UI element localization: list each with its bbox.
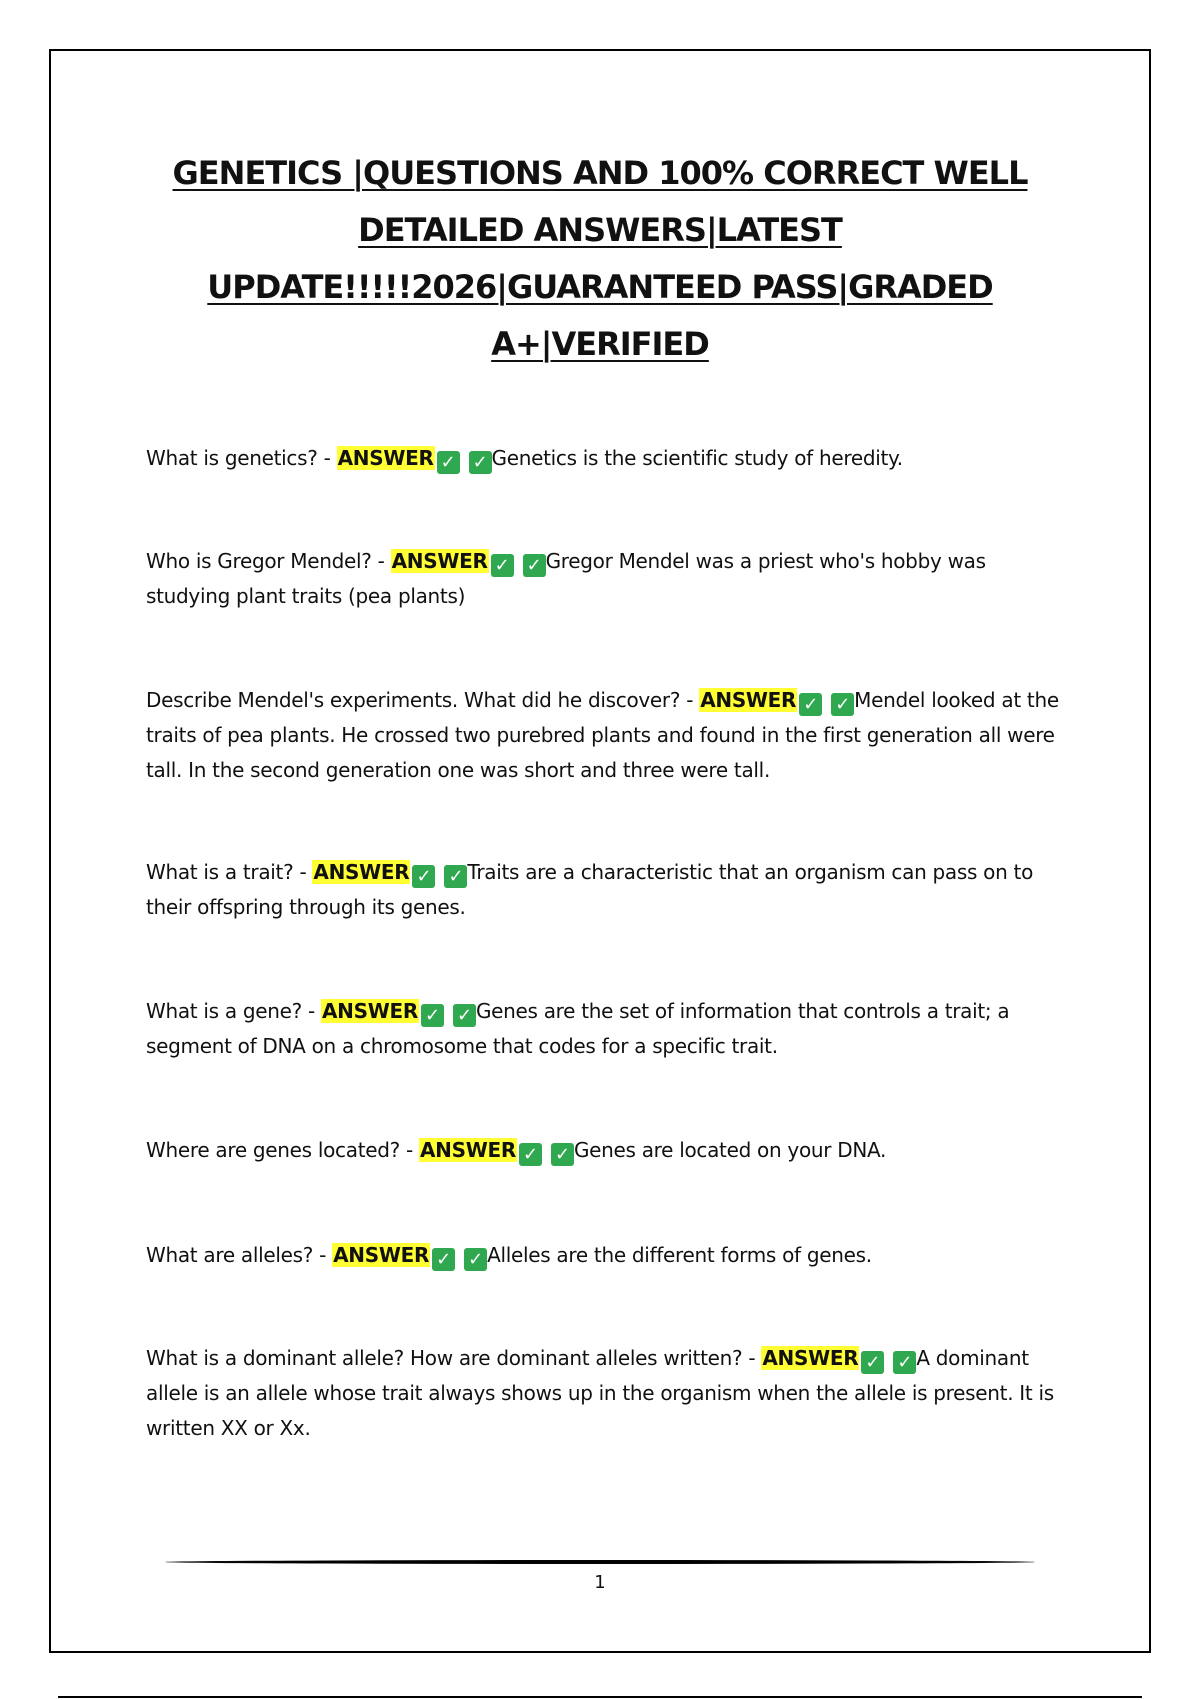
check-mark-icon: ✓ [799, 693, 822, 716]
document-title [150, 145, 1050, 373]
qa-item [146, 544, 1066, 614]
question-text: Describe Mendel's experiments. What did he discover? - [146, 688, 700, 712]
answer-text: Gregor Mendel was a priest who's hobby was studying plant traits (pea plants) [146, 549, 986, 608]
check-mark-icon: ✓ [444, 865, 467, 888]
title-line: GENETICS |QUESTIONS AND 100% CORRECT WELL [172, 154, 1028, 192]
question-text: Where are genes located? - [146, 1138, 419, 1162]
answer-text: Genetics is the scientific study of heredity. [491, 446, 903, 470]
check-mark-icon: ✓ [412, 865, 435, 888]
qa-item [146, 683, 1066, 788]
question-text: What is a trait? - [146, 860, 313, 884]
check-mark-icon: ✓ [831, 693, 854, 716]
check-mark-icon: ✓ [469, 451, 492, 474]
title-line: DETAILED ANSWERS|LATEST [358, 211, 842, 249]
check-mark-icon: ✓ [523, 554, 546, 577]
page-number: 1 [594, 1572, 606, 1593]
title-line: UPDATE!!!!!2026|GUARANTEED PASS|GRADED [207, 268, 993, 306]
check-mark-icon: ✓ [491, 554, 514, 577]
check-mark-icon: ✓ [519, 1143, 542, 1166]
qa-item [146, 1133, 1066, 1168]
answer-label: ANSWER [762, 1346, 859, 1370]
check-mark-icon: ✓ [432, 1248, 455, 1271]
answer-text: Alleles are the different forms of genes. [487, 1243, 872, 1267]
answer-label: ANSWER [321, 999, 418, 1023]
question-text: What is a dominant allele? How are dominant alleles written? - [146, 1346, 762, 1370]
qa-item [146, 1238, 1066, 1273]
question-text: What is a gene? - [146, 999, 321, 1023]
check-mark-icon: ✓ [453, 1004, 476, 1027]
answer-text: Traits are a characteristic that an organism can pass on to their offspring through its genes. [146, 860, 1034, 919]
qa-item [146, 994, 1066, 1064]
title-line: A+|VERIFIED [491, 325, 709, 363]
answer-label: ANSWER [420, 1138, 516, 1162]
answer-label: ANSWER [337, 446, 434, 470]
qa-item [146, 1341, 1066, 1446]
check-mark-icon: ✓ [437, 451, 460, 474]
question-text: What are alleles? - [146, 1243, 333, 1267]
check-mark-icon: ✓ [861, 1351, 884, 1374]
question-text: Who is Gregor Mendel? - [146, 549, 391, 573]
check-mark-icon: ✓ [421, 1004, 444, 1027]
answer-text: Genes are the set of information that controls a trait; a segment of DNA on a chromosome that codes for a specific trait. [146, 999, 1010, 1058]
check-mark-icon: ✓ [551, 1143, 574, 1166]
answer-label: ANSWER [333, 1243, 430, 1267]
check-mark-icon: ✓ [464, 1248, 487, 1271]
qa-item [146, 441, 1066, 476]
qa-item [146, 855, 1066, 925]
answer-text: Genes are located on your DNA. [573, 1138, 887, 1162]
answer-label: ANSWER [313, 860, 410, 884]
question-text: What is genetics? - [146, 446, 337, 470]
bottom-divider [58, 1696, 1142, 1698]
answer-text: Mendel looked at the traits of pea plants. He crossed two purebred plants and found in the first generation all were tall. In the second generation one was short and three were tall. [146, 688, 1059, 782]
footer-divider [165, 1560, 1035, 1564]
answer-text: A dominant allele is an allele whose trait always shows up in the organism when the allele is present. It is written XX or Xx. [146, 1346, 1054, 1440]
answer-label: ANSWER [700, 688, 797, 712]
check-mark-icon: ✓ [893, 1351, 916, 1374]
answer-label: ANSWER [391, 549, 488, 573]
